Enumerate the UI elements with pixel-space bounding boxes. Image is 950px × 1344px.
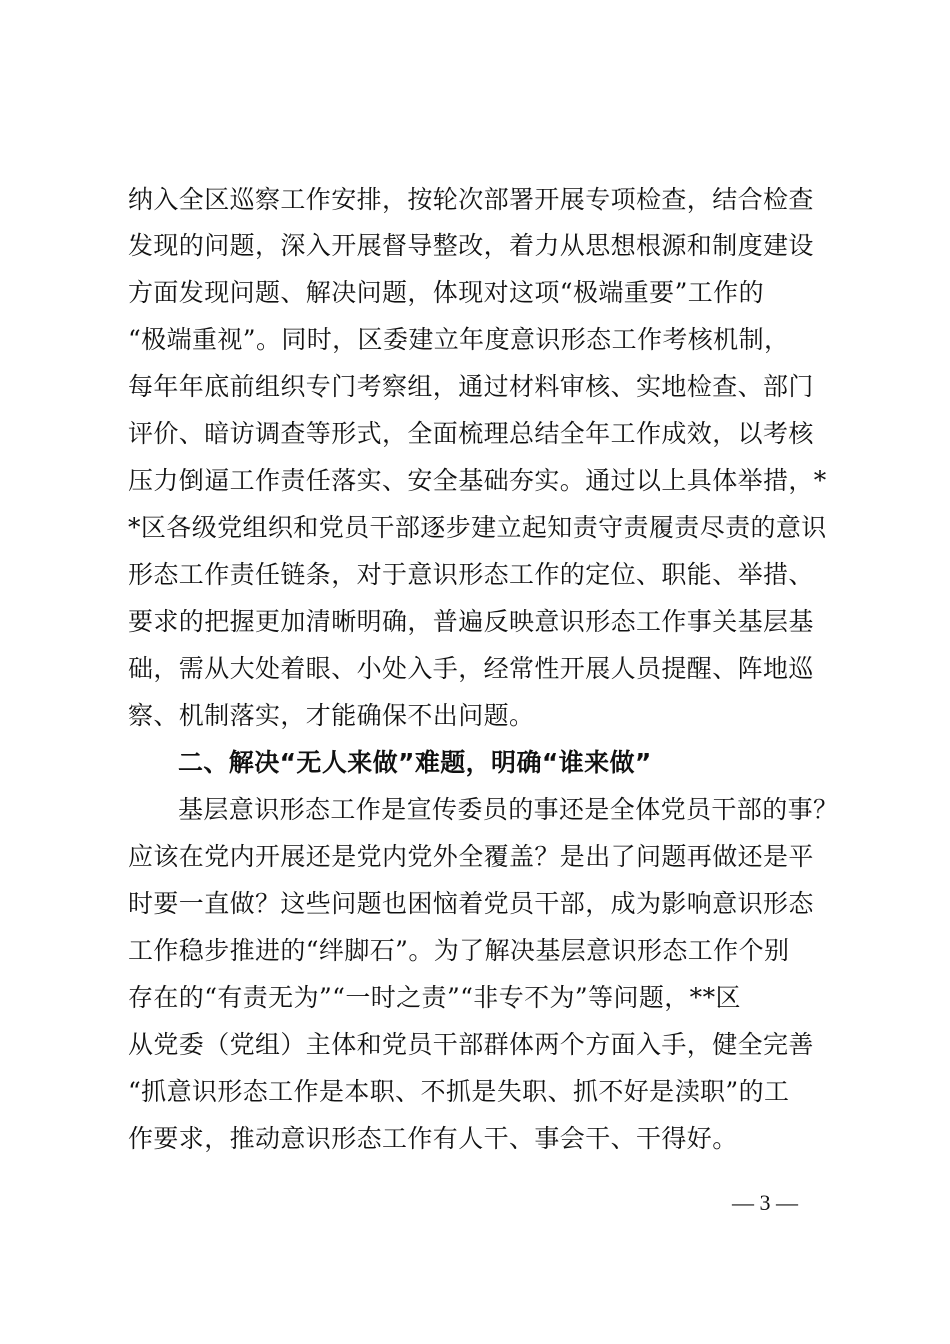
- text-line: “抓意识形态工作是本职、不抓是失职、抓不好是渎职”的工: [128, 1077, 790, 1106]
- text-line: 应该在党内开展还是党内党外全覆盖？是出了问题再做还是平: [128, 842, 814, 871]
- text-line: 存在的“有责无为”“一时之责”“非专不为”等问题，**区: [128, 983, 741, 1012]
- text-line: 评价、暗访调查等形式，全面梳理总结全年工作成效，以考核: [128, 419, 814, 448]
- text-line: 纳入全区巡察工作安排，按轮次部署开展专项检查，结合检查: [128, 185, 814, 214]
- text-line: 作要求，推动意识形态工作有人干、事会干、干得好。: [128, 1124, 738, 1153]
- text-line: 发现的问题，深入开展督导整改，着力从思想根源和制度建设: [128, 231, 814, 260]
- text-line: 形态工作责任链条，对于意识形态工作的定位、职能、举措、: [128, 560, 814, 589]
- text-line: 方面发现问题、解决问题，体现对这项“极端重要”工作的: [128, 278, 764, 307]
- text-line: 础，需从大处着眼、小处入手，经常性开展人员提醒、阵地巡: [128, 654, 814, 683]
- text-line: 时要一直做？这些问题也困恼着党员干部，成为影响意识形态: [128, 889, 814, 918]
- section-heading: 二、解决“无人来做”难题，明确“谁来做”: [178, 748, 652, 777]
- text-line: 每年年底前组织专门考察组，通过材料审核、实地检查、部门: [128, 372, 814, 401]
- text-line: “极端重视”。同时，区委建立年度意识形态工作考核机制，: [128, 325, 790, 354]
- text-line: 基层意识形态工作是宣传委员的事还是全体党员干部的事？: [178, 795, 839, 824]
- text-line: 压力倒逼工作责任落实、安全基础夯实。通过以上具体举措，*: [128, 466, 827, 495]
- text-line: 从党委（党组）主体和党员干部群体两个方面入手，健全完善: [128, 1030, 814, 1059]
- text-line: 要求的把握更加清晰明确，普遍反映意识形态工作事关基层基: [128, 607, 814, 636]
- text-line: *区各级党组织和党员干部逐步建立起知责守责履责尽责的意识: [128, 513, 827, 542]
- page-number: — 3 —: [732, 1190, 798, 1215]
- text-line: 工作稳步推进的“绊脚石”。为了解决基层意识形态工作个别: [128, 936, 790, 965]
- text-line: 察、机制落实，才能确保不出问题。: [128, 701, 535, 730]
